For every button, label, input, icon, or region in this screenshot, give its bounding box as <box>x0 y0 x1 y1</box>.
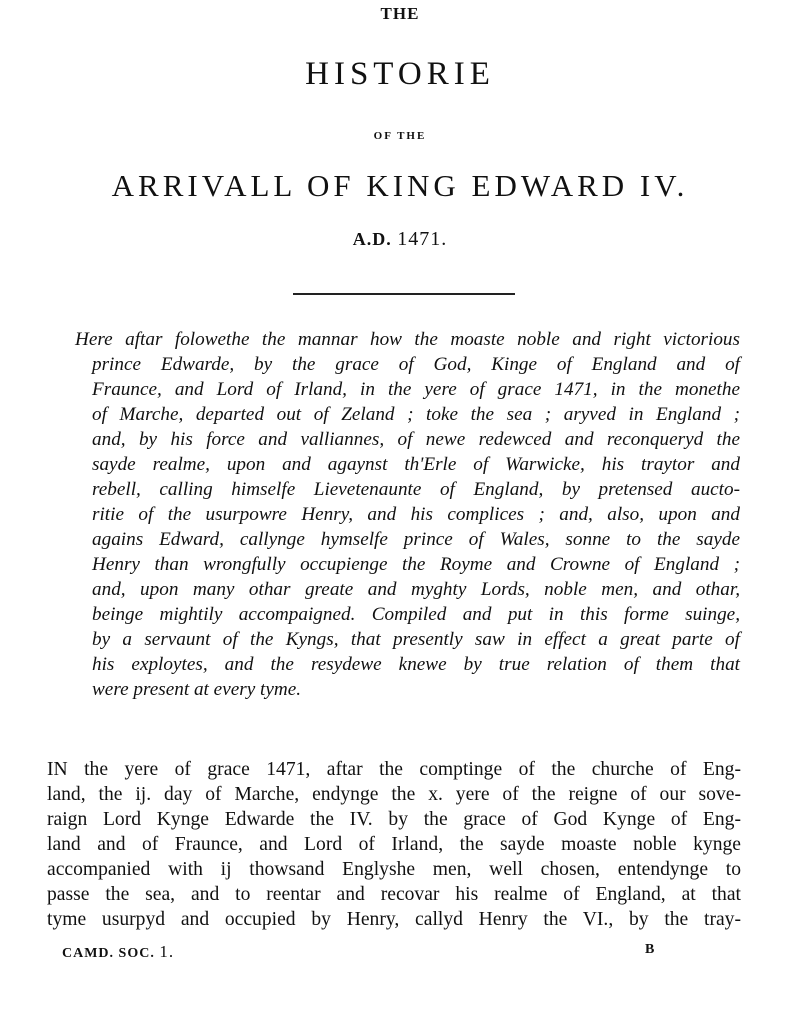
preamble-line: by a servaunt of the Kyngs, that presently saw in effect a great parte of <box>92 629 740 650</box>
title-date <box>0 228 800 251</box>
preamble-line: ritie of the usurpowre Henry, and his complices ; and, also, upon and <box>92 504 740 525</box>
preamble-line: Here aftar folowethe the mannar how the moaste noble and right victorious <box>75 329 740 350</box>
title-the: THE <box>380 4 420 23</box>
preamble-line: prince Edwarde, by the grace of God, Kinge of England and of <box>92 354 740 375</box>
date-year: 1471. <box>397 228 448 250</box>
preamble-line: of Marche, departed out of Zeland ; toke the sea ; aryved in England ; <box>92 404 740 425</box>
signature-label: CAMD. SOC. <box>62 946 155 961</box>
body-line: raign Lord Kynge Edwarde the IV. by the grace of God Kynge of Eng- <box>47 809 741 830</box>
title-arrivall: ARRIVALL OF KING EDWARD IV. <box>111 168 689 203</box>
body-line: IN the yere of grace 1471, aftar the comptinge of the churche of Eng- <box>47 759 741 780</box>
footer-signature <box>62 942 174 962</box>
body-line: passe the sea, and to reentar and recovar his realme of England, at that <box>47 884 741 905</box>
preamble-line: were present at every tyme. <box>92 679 302 700</box>
preamble-line: agains Edward, callynge hymselfe prince of Wales, sonne to the sayde <box>92 529 740 550</box>
title-rule-divider <box>293 293 515 295</box>
preamble-line: beinge mightily accompaigned. Compiled and put in this forme suinge, <box>92 604 740 625</box>
preamble-line: and, by his force and valliannes, of newe redewced and reconqueryd the <box>92 429 740 450</box>
title-historie: HISTORIE <box>305 56 495 92</box>
body-line: tyme usurpyd and occupied by Henry, callyd Henry the VI., by the tray- <box>47 909 741 930</box>
preamble-line: his exploytes, and the resydewe knewe by true relation of them that <box>92 654 740 675</box>
preamble-line: Fraunce, and Lord of Irland, in the yere of grace 1471, in the monethe <box>92 379 740 400</box>
preamble-line: Henry than wrongfully occupienge the Royme and Crowne of England ; <box>92 554 740 575</box>
preamble-line: and, upon many othar greate and myghty Lords, noble men, and othar, <box>92 579 740 600</box>
signature-mark: B <box>645 942 655 957</box>
preamble-line: rebell, calling himselfe Lievetenaunte of England, by pretensed aucto- <box>92 479 740 500</box>
body-line: accompanied with ij thowsand Englyshe men, well chosen, entendynge to <box>47 859 741 880</box>
body-line: land and of Fraunce, and Lord of Irland, the sayde moaste noble kynge <box>47 834 741 855</box>
date-prefix: A.D. <box>352 229 392 249</box>
body-paragraph <box>47 757 741 932</box>
signature-number: 1. <box>159 942 175 961</box>
title-of-the: OF THE <box>373 130 427 142</box>
preamble-line: sayde realme, upon and agaynst th'Erle of Warwicke, his traytor and <box>92 454 740 475</box>
body-line: land, the ij. day of Marche, endynge the x. yere of the reigne of our sove- <box>47 784 741 805</box>
preamble-paragraph <box>75 327 740 702</box>
